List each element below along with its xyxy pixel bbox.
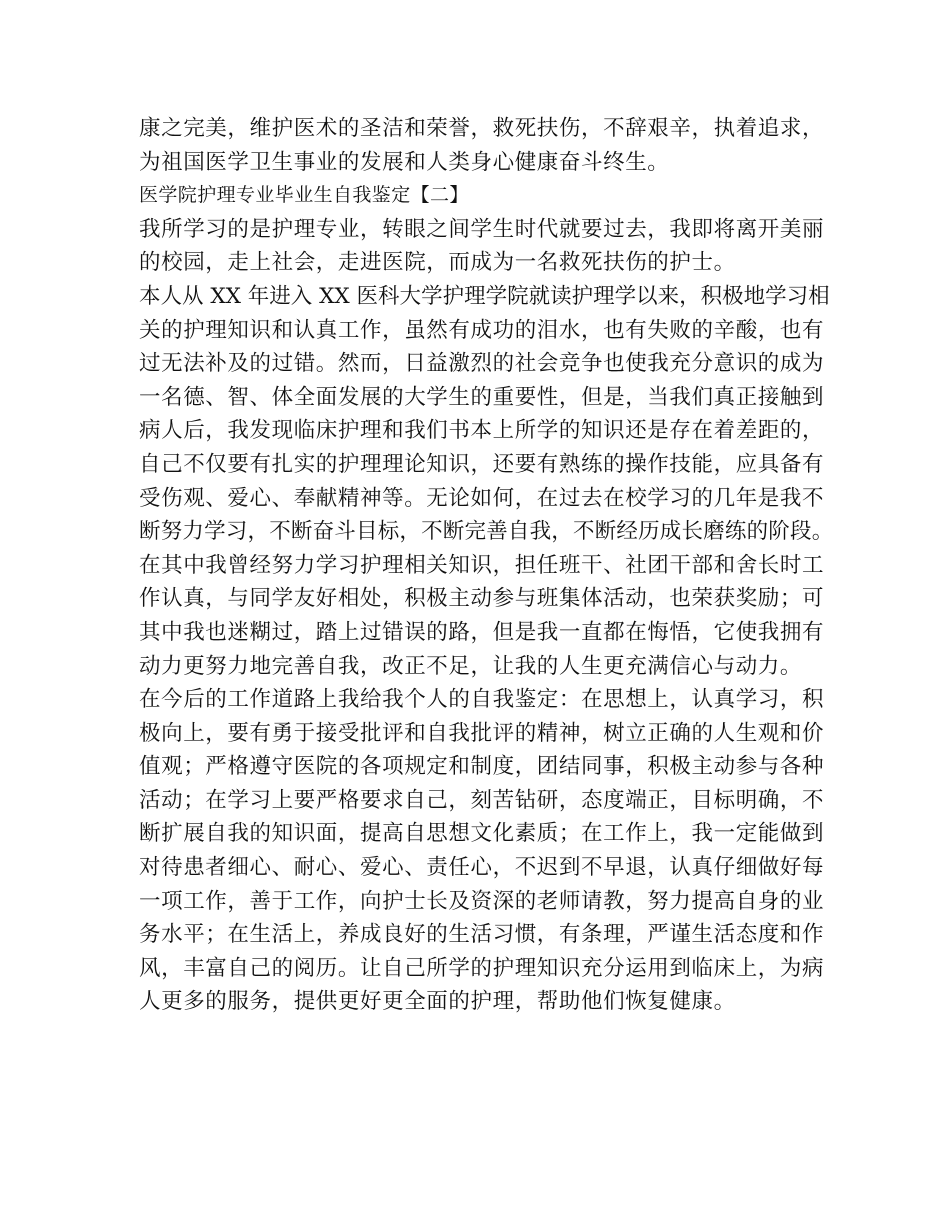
- text-line: 过无法补及的过错。然而，日益激烈的社会竞争也使我充分意识的成为: [139, 351, 825, 377]
- document-body: [139, 112, 834, 1019]
- text-line: 在其中我曾经努力学习护理相关知识，担任班干、社团干部和舍长时工: [139, 552, 825, 578]
- text-line: 受伤观、爱心、奉献精神等。无论如何，在过去在校学习的几年是我不: [139, 485, 825, 511]
- section-heading: 医学院护理专业毕业生自我鉴定【二】: [139, 184, 469, 207]
- text-line: 断扩展自我的知识面，提高自思想文化素质；在工作上，我一定能做到: [139, 821, 825, 847]
- text-line: 风，丰富自己的阅历。让自己所学的护理知识充分运用到临床上，为病: [139, 955, 825, 981]
- text-line: 人更多的服务，提供更好更全面的护理，帮助他们恢复健康。: [139, 989, 736, 1015]
- text-line: 作认真，与同学友好相处，积极主动参与班集体活动，也荣获奖励；可: [139, 586, 825, 612]
- text-line: 为祖国医学卫生事业的发展和人类身心健康奋斗终生。: [139, 149, 670, 175]
- text-line: 我所学习的是护理专业，转眼之间学生时代就要过去，我即将离开美丽: [139, 216, 825, 242]
- text-line: 其中我也迷糊过，踏上过错误的路，但是我一直都在悔悟，它使我拥有: [139, 619, 825, 645]
- text-line: 活动；在学习上要严格要求自己，刻苦钻研，态度端正，目标明确，不: [139, 787, 825, 813]
- text-line: 自己不仅要有扎实的护理理论知识，还要有熟练的操作技能，应具备有: [139, 451, 825, 477]
- text-line: 病人后，我发现临床护理和我们书本上所学的知识还是存在着差距的，: [139, 418, 825, 444]
- text-line: 值观；严格遵守医院的各项规定和制度，团结同事，积极主动参与各种: [139, 754, 825, 780]
- text-line: 一名德、智、体全面发展的大学生的重要性，但是，当我们真正接触到: [139, 384, 825, 410]
- text-line: 断努力学习，不断奋斗目标，不断完善自我，不断经历成长磨练的阶段。: [139, 519, 834, 545]
- text-line: 本人从 XX 年进入 XX 医科大学护理学院就读护理学以来，积极地学习相: [139, 283, 830, 309]
- text-line: 关的护理知识和认真工作，虽然有成功的泪水，也有失败的辛酸，也有: [139, 317, 825, 343]
- text-line: 对待患者细心、耐心、爱心、责任心，不迟到不早退，认真仔细做好每: [139, 855, 825, 881]
- text-line: 康之完美，维护医术的圣洁和荣誉，救死扶伤，不辞艰辛，执着追求，: [139, 116, 825, 141]
- text-line: 一项工作，善于工作，向护士长及资深的老师请教，努力提高自身的业: [139, 888, 825, 914]
- text-line: 动力更努力地完善自我，改正不足，让我的人生更充满信心与动力。: [139, 653, 803, 679]
- text-line: 在今后的工作道路上我给我个人的自我鉴定：在思想上，认真学习，积: [139, 687, 825, 713]
- text-line: 务水平；在生活上，养成良好的生活习惯，有条理，严谨生活态度和作: [139, 922, 825, 948]
- text-line: 极向上，要有勇于接受批评和自我批评的精神，树立正确的人生观和价: [139, 720, 825, 746]
- text-line: 的校园，走上社会，走进医院，而成为一名救死扶伤的护士。: [139, 250, 736, 276]
